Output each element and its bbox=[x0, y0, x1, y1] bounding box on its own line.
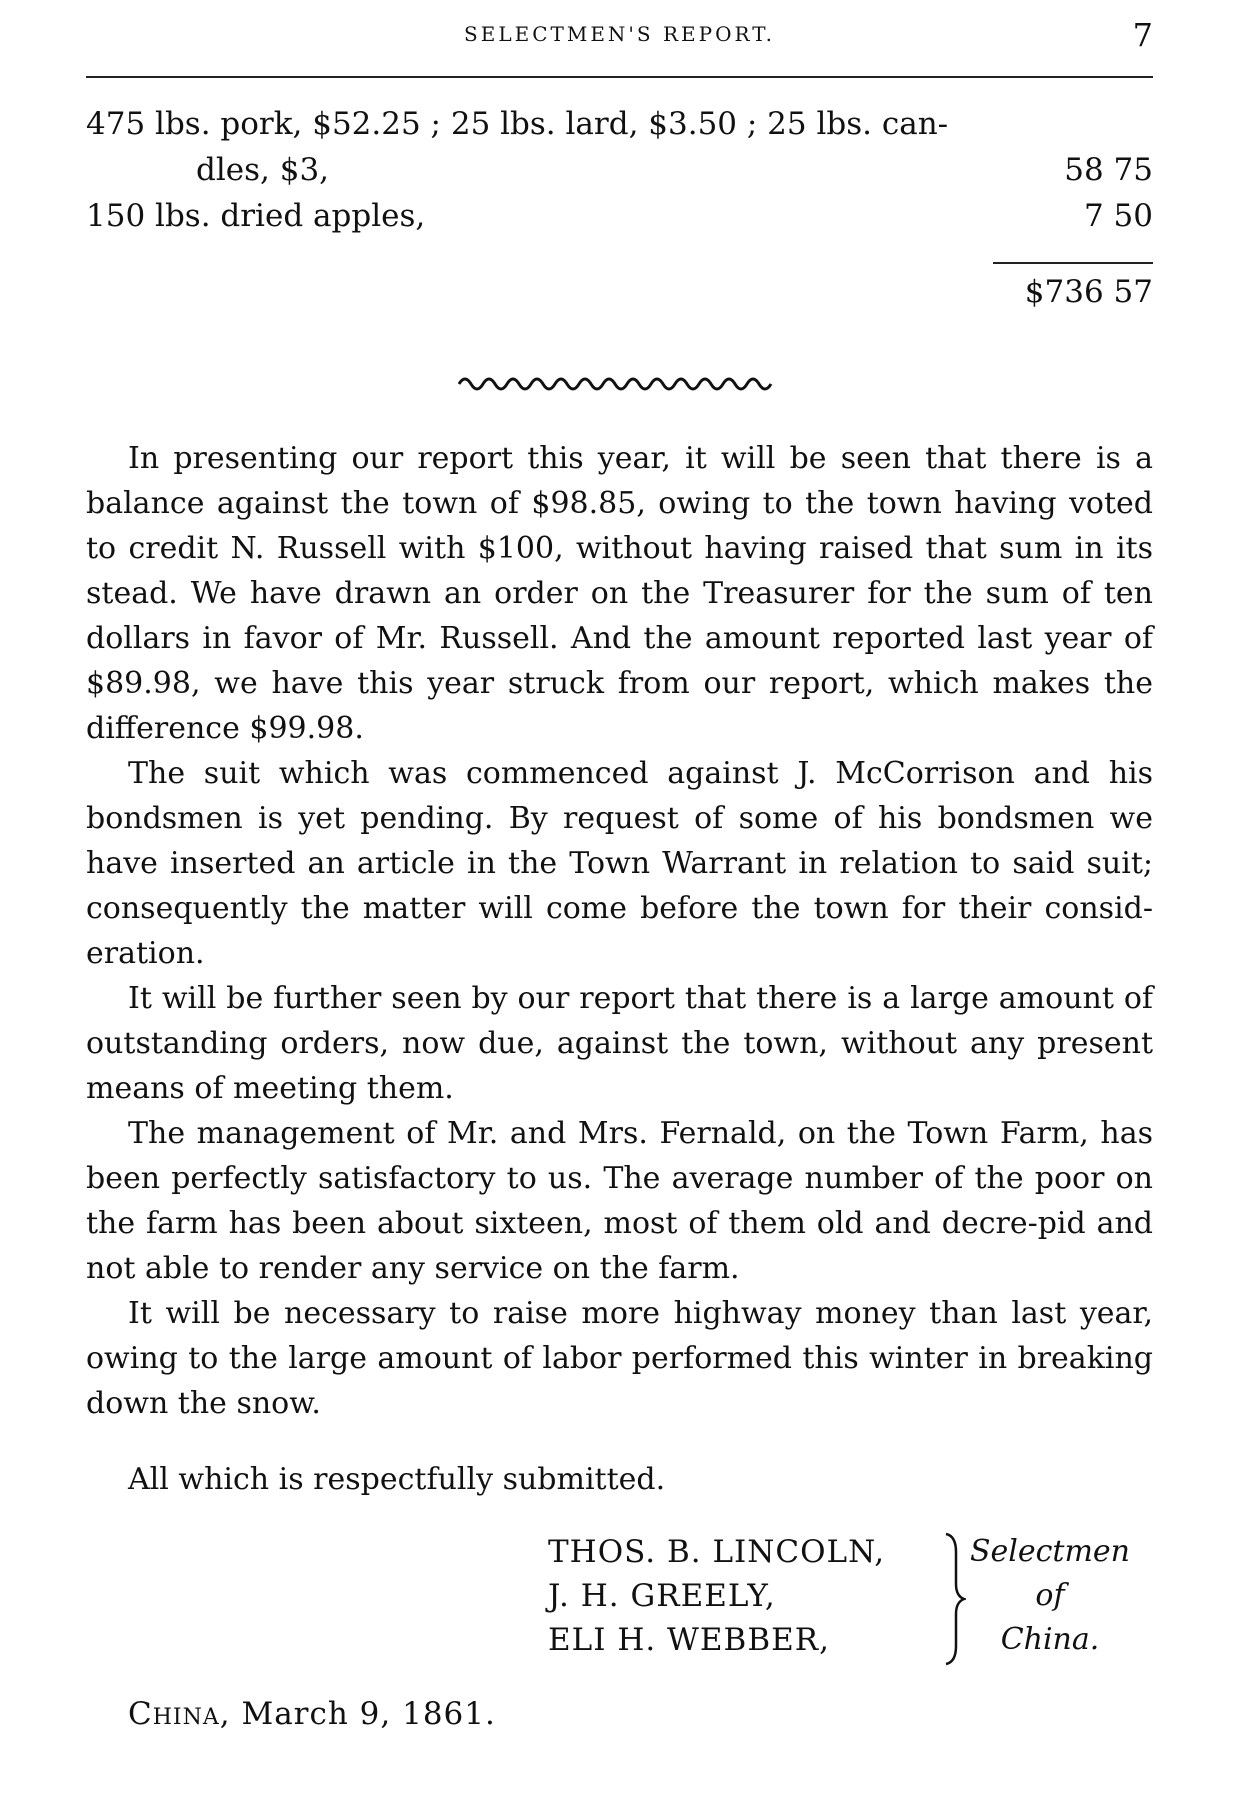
signature-title bbox=[960, 1530, 1140, 1662]
dateline bbox=[128, 1696, 496, 1732]
paragraph: It will be necessary to raise more highway money than last year, owing to the large amount of labor performed this winter in breaking down the snow. bbox=[86, 1296, 1153, 1421]
account-total: $736 57 bbox=[1024, 274, 1153, 310]
account-row bbox=[86, 198, 1153, 244]
paragraph: The suit which was commenced against J. McCorrison and his bondsmen is yet pending. By request of some of his bondsmen we have inserted an article in the Town Warrant in relation to said suit; consequently the matter will come before the town for their consid-eration. bbox=[86, 756, 1153, 971]
account-item: 150 lbs. dried apples, bbox=[86, 198, 426, 234]
account-entries bbox=[86, 106, 1153, 244]
ornament-divider bbox=[455, 370, 785, 394]
signature-name: ELI H. WEBBER, bbox=[548, 1622, 830, 1658]
account-row bbox=[86, 106, 1153, 152]
account-item: dles, $3, bbox=[196, 152, 330, 188]
running-title: SELECTMEN'S REPORT. bbox=[464, 22, 775, 46]
closing-line: All which is respectfully submitted. bbox=[128, 1462, 666, 1497]
header-rule bbox=[86, 76, 1153, 78]
account-item: 475 lbs. pork, $52.25 ; 25 lbs. lard, $3.50 ; 25 lbs. can- bbox=[86, 106, 949, 142]
signature-title-line: of bbox=[1035, 1578, 1065, 1613]
dateline-place: China, bbox=[128, 1696, 231, 1732]
account-amount: 7 50 bbox=[1083, 198, 1153, 234]
signature-name: THOS. B. LINCOLN, bbox=[548, 1534, 886, 1570]
dateline-date: March 9, 1861. bbox=[241, 1696, 496, 1732]
running-head bbox=[86, 16, 1153, 62]
signature-title-line: Selectmen bbox=[969, 1534, 1131, 1569]
signature-names bbox=[548, 1530, 885, 1662]
total-rule bbox=[993, 262, 1153, 264]
signature-title-line: China. bbox=[1000, 1622, 1100, 1657]
page-number: 7 bbox=[1132, 16, 1153, 54]
signature-name: J. H. GREELY, bbox=[548, 1578, 776, 1614]
paragraph: The management of Mr. and Mrs. Fernald, on the Town Farm, has been perfectly satisfactory to us. The average number of the poor on the farm has been about sixteen, most of them old and decre-pid and not able to render any service on the farm. bbox=[86, 1116, 1153, 1286]
account-row bbox=[86, 152, 1153, 198]
report-body bbox=[86, 436, 1153, 1426]
paragraph: It will be further seen by our report that there is a large amount of outstanding orders, now due, against the town, without any present means of meeting them. bbox=[86, 981, 1153, 1106]
account-amount: 58 75 bbox=[1064, 152, 1153, 188]
paragraph: In presenting our report this year, it will be seen that there is a balance against the town of $98.85, owing to the town having voted to credit N. Russell with $100, without having raised that sum in its stead. We have drawn an order on the Treasurer for the sum of ten dollars in favor of Mr. Russell. And the amount reported last year of $89.98, we have this year struck from our report, which makes the difference $99.98. bbox=[86, 441, 1153, 746]
